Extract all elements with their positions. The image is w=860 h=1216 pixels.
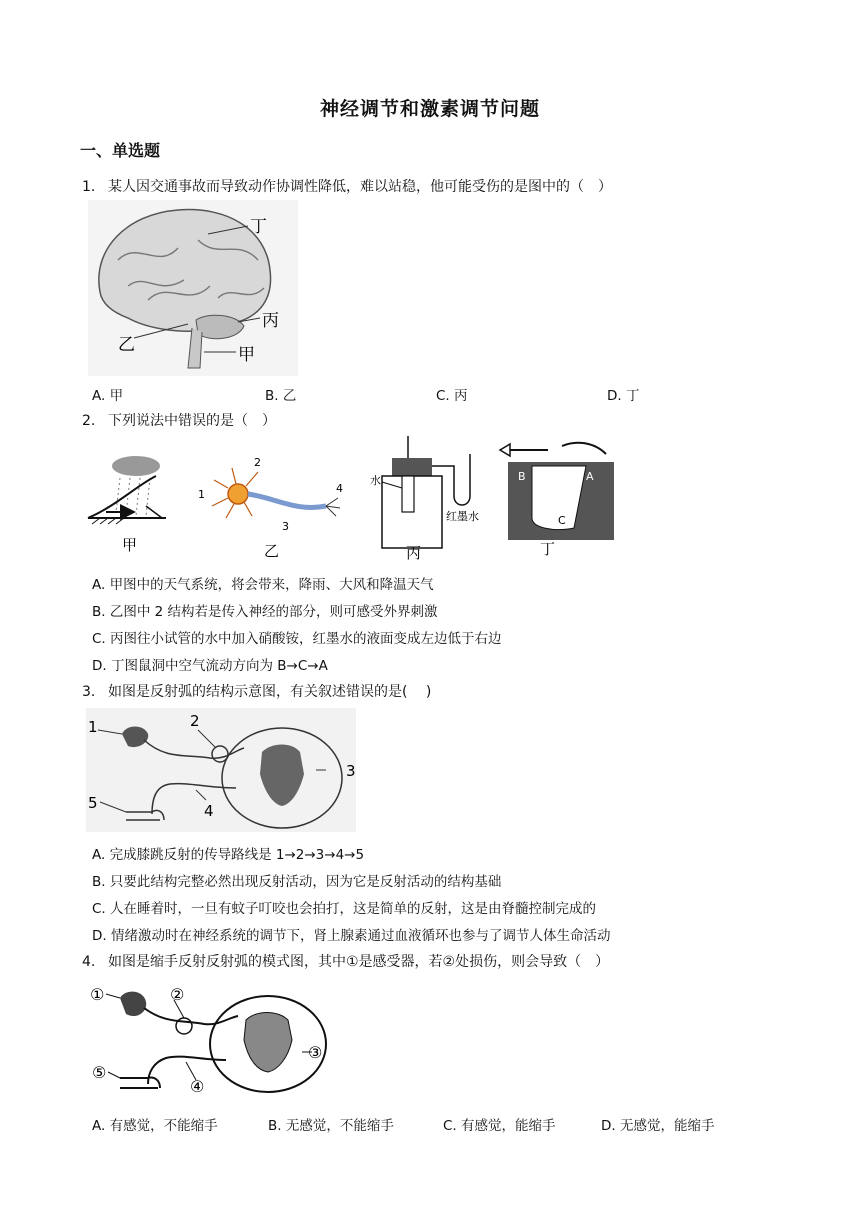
caption-ding: 丁 <box>540 540 556 558</box>
withdrawal-reflex-figure <box>86 980 336 1098</box>
burrow-c: C <box>558 514 566 527</box>
label-ding: 丁 <box>250 217 267 237</box>
option-a[interactable]: A. 有感觉，不能缩手 <box>92 1118 218 1134</box>
option-d[interactable]: D. 丁 <box>607 388 640 404</box>
option-c[interactable]: C. 人在睡着时，一旦有蚊子叮咬也会拍打，这是简单的反射，这是由脊髓控制完成的 <box>92 901 597 917</box>
option-b[interactable]: B. 只要此结构完整必然出现反射活动，因为它是反射活动的结构基础 <box>92 874 502 890</box>
question-4 <box>82 951 609 971</box>
caption-jia: 甲 <box>122 536 138 554</box>
label-water: 水 <box>370 474 381 487</box>
neuron-num-1: 1 <box>198 488 205 501</box>
label-bing: 丙 <box>262 311 279 331</box>
question-stem: 某人因交通事故而导致动作协调性降低，难以站稳，他可能受伤的是图中的（ ） <box>108 179 612 195</box>
burrow-a: A <box>586 470 594 483</box>
question-number: 1. <box>82 179 96 195</box>
burrow-b: B <box>518 470 526 483</box>
option-c[interactable]: C. 丙 <box>436 388 468 404</box>
arc-label-2: 2 <box>190 712 200 730</box>
option-c[interactable]: C. 有感觉，能缩手 <box>443 1118 556 1134</box>
circled-label-2: ② <box>170 985 185 1004</box>
reflex-arc-figure <box>86 708 356 832</box>
option-b[interactable]: B. 无感觉，不能缩手 <box>268 1118 394 1134</box>
option-d[interactable]: D. 情绪激动时在神经系统的调节下，肾上腺素通过血液循环也参与了调节人体生命活动 <box>92 928 611 944</box>
caption-yi: 乙 <box>264 542 280 560</box>
circled-label-1: ① <box>90 985 105 1004</box>
option-a[interactable]: A. 完成膝跳反射的传导路线是 1→2→3→4→5 <box>92 847 365 863</box>
question-number: 2. <box>82 413 96 429</box>
question-stem: 如图是反射弧的结构示意图，有关叙述错误的是( ) <box>108 684 432 700</box>
option-c[interactable]: C. 丙图往小试管的水中加入硝酸铵，红墨水的液面变成左边低于右边 <box>92 631 502 647</box>
caption-bing: 丙 <box>406 544 422 562</box>
option-a[interactable]: A. 甲图中的天气系统，将会带来，降雨、大风和降温天气 <box>92 577 434 593</box>
question-stem: 如图是缩手反射反射弧的模式图，其中①是感受器，若②处损伤，则会导致（ ） <box>108 954 610 970</box>
label-red-ink: 红墨水 <box>446 510 479 523</box>
question-3 <box>82 681 431 701</box>
brain-figure <box>88 200 298 376</box>
question-number: 4. <box>82 954 96 970</box>
arc-label-1: 1 <box>88 718 98 736</box>
option-d[interactable]: D. 无感觉，能缩手 <box>601 1118 715 1134</box>
section-heading: 一、单选题 <box>80 141 161 160</box>
question-2 <box>82 410 276 430</box>
circled-label-5: ⑤ <box>92 1063 107 1082</box>
question-1 <box>82 176 612 196</box>
arc-label-3: 3 <box>346 762 356 780</box>
arc-label-4: 4 <box>204 802 214 820</box>
option-a[interactable]: A. 甲 <box>92 388 124 404</box>
four-diagrams-figure <box>86 436 626 566</box>
circled-label-3: ③ <box>308 1043 323 1062</box>
arc-label-5: 5 <box>88 794 98 812</box>
question-stem: 下列说法中错误的是（ ） <box>108 413 276 429</box>
question-number: 3. <box>82 684 96 700</box>
neuron-num-2: 2 <box>254 456 261 469</box>
option-d[interactable]: D. 丁图鼠洞中空气流动方向为 B→C→A <box>92 658 328 674</box>
option-b[interactable]: B. 乙图中 2 结构若是传入神经的部分，则可感受外界刺激 <box>92 604 438 620</box>
circled-label-4: ④ <box>190 1077 205 1096</box>
neuron-num-4: 4 <box>336 482 343 495</box>
label-yi: 乙 <box>118 335 135 355</box>
label-jia: 甲 <box>238 345 255 365</box>
page-title: 神经调节和激素调节问题 <box>319 98 540 120</box>
option-b[interactable]: B. 乙 <box>265 388 297 404</box>
neuron-num-3: 3 <box>282 520 289 533</box>
